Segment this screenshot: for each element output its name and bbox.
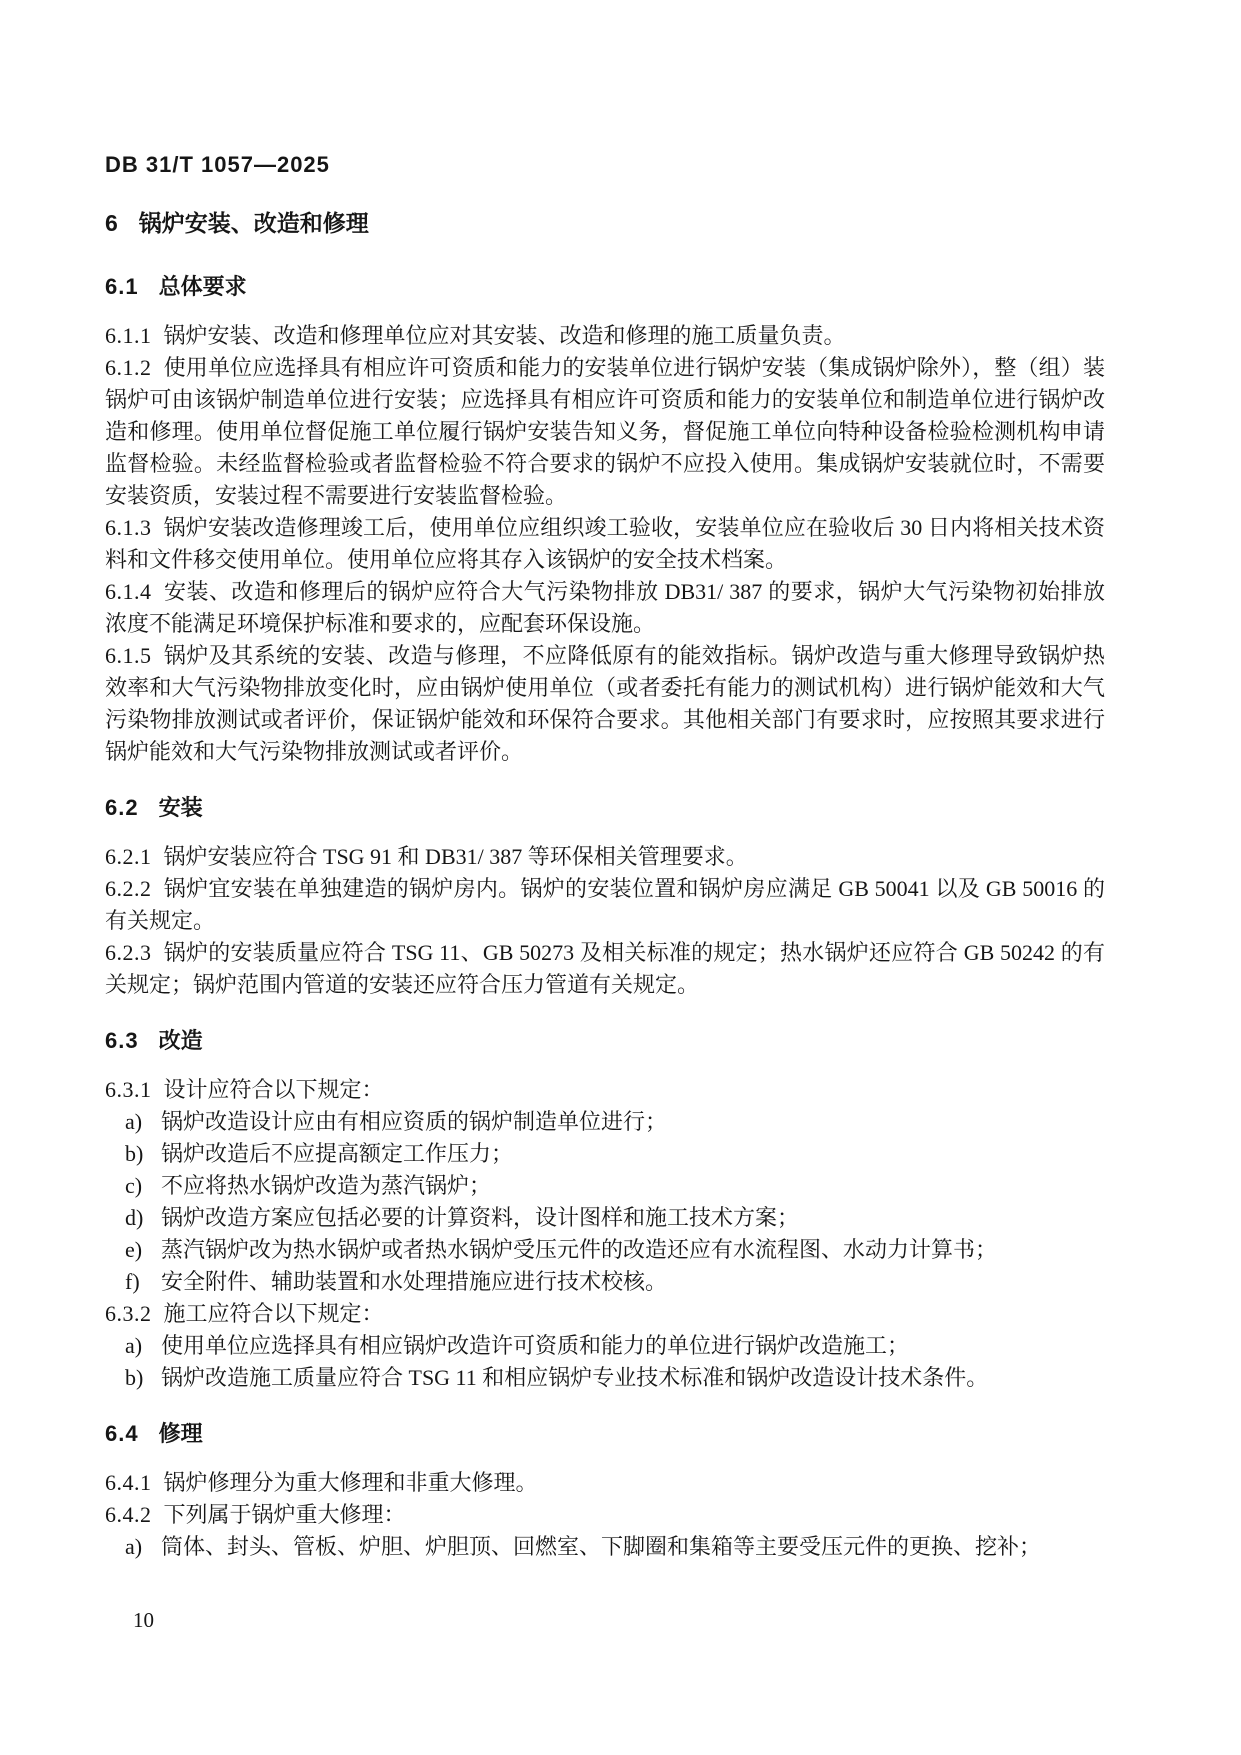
clause-6-3-2 bbox=[105, 1298, 1105, 1330]
section-title: 总体要求 bbox=[158, 274, 247, 299]
chapter-heading bbox=[105, 207, 1105, 239]
list-item-text: 锅炉改造后不应提高额定工作压力； bbox=[161, 1141, 514, 1166]
clause-text: 锅炉安装改造修理竣工后，使用单位应组织竣工验收，安装单位应在验收后 30 日内将相关技术资料和文件移交使用单位。使用单位应将其存入该锅炉的安全技术档案。 bbox=[105, 515, 1105, 572]
list-item-marker: d) bbox=[125, 1205, 144, 1230]
list-item-marker: a) bbox=[125, 1333, 143, 1358]
clause-text: 锅炉修理分为重大修理和非重大修理。 bbox=[163, 1470, 538, 1495]
list-item-marker: f) bbox=[125, 1269, 140, 1294]
clause-text: 施工应符合以下规定： bbox=[163, 1301, 384, 1326]
list-item-text: 蒸汽锅炉改为热水锅炉或者热水锅炉受压元件的改造还应有水流程图、水动力计算书； bbox=[161, 1237, 998, 1262]
clause-text: 锅炉的安装质量应符合 TSG 11、GB 50273 及相关标准的规定；热水锅炉还应符合 GB 50242 的有关规定；锅炉范围内管道的安装还应符合压力管道有关规定。 bbox=[105, 940, 1105, 997]
clause-text: 安装、改造和修理后的锅炉应符合大气污染物排放 DB31/ 387 的要求，锅炉大气污染物初始排放浓度不能满足环境保护标准和要求的，应配套环保设施。 bbox=[105, 579, 1105, 636]
section-title: 改造 bbox=[158, 1028, 203, 1053]
section-6-3 bbox=[105, 1025, 1105, 1394]
clause-text: 锅炉及其系统的安装、改造与修理，不应降低原有的能效指标。锅炉改造与重大修理导致锅炉热效率和大气污染物排放变化时，应由锅炉使用单位（或者委托有能力的测试机构）进行锅炉能效和大气污染物排放测试或者评价，保证锅炉能效和环保符合要求。其他相关部门有要求时，应按照其要求进行锅炉能效和大气污染物排放测试或者评价。 bbox=[105, 643, 1105, 764]
clause-text: 锅炉安装、改造和修理单位应对其安装、改造和修理的施工质量负责。 bbox=[163, 323, 846, 348]
list-item-marker: e) bbox=[125, 1237, 143, 1262]
list-item-e bbox=[105, 1234, 1105, 1266]
clause-number: 6.3.2 bbox=[105, 1301, 152, 1326]
list-item-c bbox=[105, 1170, 1105, 1202]
clause-text: 使用单位应选择具有相应许可资质和能力的安装单位进行锅炉安装（集成锅炉除外），整（组）装锅炉可由该锅炉制造单位进行安装；应选择具有相应许可资质和能力的安装单位和制造单位进行锅炉改造和修理。使用单位督促施工单位履行锅炉安装告知义务，督促施工单位向特种设备检验检测机构申请监督检验。未经监督检验或者监督检验不符合要求的锅炉不应投入使用。集成锅炉安装就位时，不需要安装资质，安装过程不需要进行安装监督检验。 bbox=[105, 355, 1105, 508]
list-item-b bbox=[105, 1138, 1105, 1170]
section-title: 修理 bbox=[158, 1421, 203, 1446]
list-item-text: 筒体、封头、管板、炉胆、炉胆顶、回燃室、下脚圈和集箱等主要受压元件的更换、挖补； bbox=[161, 1534, 1042, 1559]
list-item-text: 锅炉改造方案应包括必要的计算资料，设计图样和施工技术方案； bbox=[161, 1205, 800, 1230]
clause-6-1-2 bbox=[105, 352, 1105, 512]
clause-number: 6.4.1 bbox=[105, 1470, 152, 1495]
section-6-2-heading bbox=[105, 792, 1105, 824]
clause-number: 6.1.3 bbox=[105, 515, 152, 540]
list-item-f bbox=[105, 1266, 1105, 1298]
list-item-text: 锅炉改造设计应由有相应资质的锅炉制造单位进行； bbox=[161, 1109, 668, 1134]
clause-6-1-4 bbox=[105, 576, 1105, 640]
list-item-marker: b) bbox=[125, 1365, 144, 1390]
list-item-marker: a) bbox=[125, 1109, 143, 1134]
section-number: 6.4 bbox=[105, 1421, 139, 1446]
section-6-4-heading bbox=[105, 1418, 1105, 1450]
list-item-marker: b) bbox=[125, 1141, 144, 1166]
list-item-marker: c) bbox=[125, 1173, 143, 1198]
clause-6-1-1 bbox=[105, 320, 1105, 352]
doc-code: DB 31/T 1057—2025 bbox=[105, 152, 330, 177]
section-number: 6.3 bbox=[105, 1028, 139, 1053]
section-number: 6.1 bbox=[105, 274, 139, 299]
list-item-a bbox=[105, 1106, 1105, 1138]
section-number: 6.2 bbox=[105, 795, 139, 820]
list-item-marker: a) bbox=[125, 1534, 143, 1559]
list-item-a bbox=[105, 1330, 1105, 1362]
clause-number: 6.4.2 bbox=[105, 1502, 152, 1527]
clause-number: 6.1.4 bbox=[105, 579, 152, 604]
chapter-title: 锅炉安装、改造和修理 bbox=[138, 210, 369, 236]
clause-number: 6.2.2 bbox=[105, 876, 152, 901]
section-6-1-heading bbox=[105, 271, 1105, 303]
clause-number: 6.2.1 bbox=[105, 844, 152, 869]
list-item-text: 安全附件、辅助装置和水处理措施应进行技术校核。 bbox=[161, 1269, 668, 1294]
chapter-number: 6 bbox=[105, 210, 119, 236]
section-6-4 bbox=[105, 1418, 1105, 1563]
content-area bbox=[105, 149, 1105, 1563]
clause-number: 6.1.1 bbox=[105, 323, 152, 348]
clause-6-1-5 bbox=[105, 640, 1105, 768]
list-item-text: 锅炉改造施工质量应符合 TSG 11 和相应锅炉专业技术标准和锅炉改造设计技术条件。 bbox=[161, 1365, 989, 1390]
section-6-3-heading bbox=[105, 1025, 1105, 1057]
clause-6-2-1 bbox=[105, 841, 1105, 873]
clause-6-1-3 bbox=[105, 512, 1105, 576]
list-item-b bbox=[105, 1362, 1105, 1394]
list-item-text: 使用单位应选择具有相应锅炉改造许可资质和能力的单位进行锅炉改造施工； bbox=[161, 1333, 910, 1358]
clause-number: 6.1.2 bbox=[105, 355, 152, 380]
section-title: 安装 bbox=[158, 795, 203, 820]
clause-6-2-2 bbox=[105, 873, 1105, 937]
clause-number: 6.3.1 bbox=[105, 1077, 152, 1102]
clause-6-2-3 bbox=[105, 937, 1105, 1001]
section-6-1 bbox=[105, 271, 1105, 768]
clause-text: 设计应符合以下规定： bbox=[163, 1077, 384, 1102]
clause-text: 下列属于锅炉重大修理： bbox=[163, 1502, 406, 1527]
clause-6-4-2 bbox=[105, 1499, 1105, 1531]
list-item-a bbox=[105, 1531, 1105, 1563]
page-number: 10 bbox=[133, 1608, 154, 1632]
list-item-d bbox=[105, 1202, 1105, 1234]
clause-number: 6.2.3 bbox=[105, 940, 152, 965]
clause-6-4-1 bbox=[105, 1467, 1105, 1499]
list-item-text: 不应将热水锅炉改造为蒸汽锅炉； bbox=[161, 1173, 492, 1198]
clause-6-3-1 bbox=[105, 1074, 1105, 1106]
clause-text: 锅炉宜安装在单独建造的锅炉房内。锅炉的安装位置和锅炉房应满足 GB 50041 以及 GB 50016 的有关规定。 bbox=[105, 876, 1105, 933]
clause-text: 锅炉安装应符合 TSG 91 和 DB31/ 387 等环保相关管理要求。 bbox=[163, 844, 748, 869]
clause-number: 6.1.5 bbox=[105, 643, 152, 668]
section-6-2 bbox=[105, 792, 1105, 1001]
